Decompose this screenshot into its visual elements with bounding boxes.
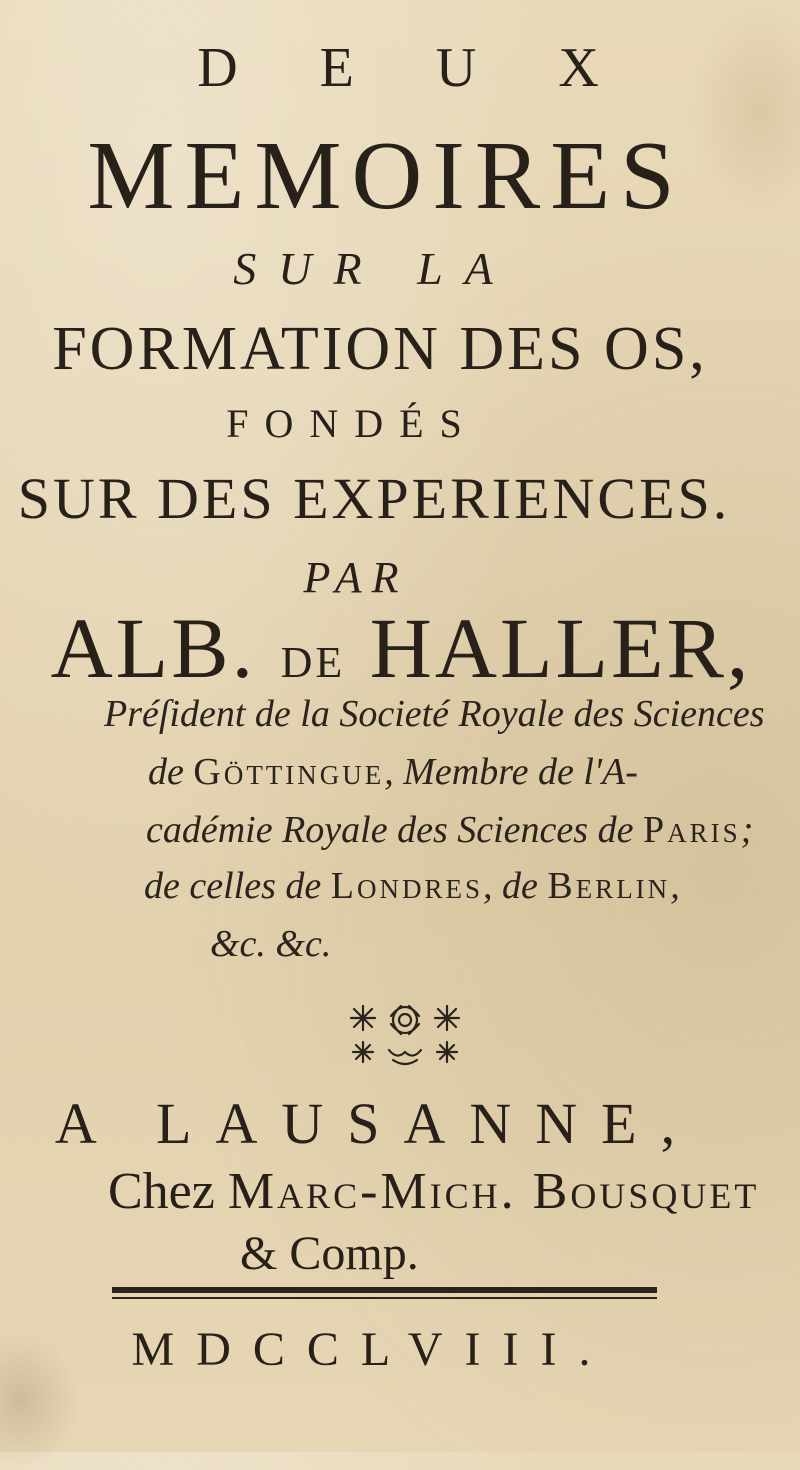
city-berlin: Berlin bbox=[547, 865, 671, 907]
imprint-date: MDCCLVIII. bbox=[131, 1323, 613, 1376]
credentials-etc: &c. &c. bbox=[210, 923, 332, 965]
author-name bbox=[2, 598, 800, 698]
imprint-printer: Marc-Mich. Bousquet bbox=[227, 1163, 760, 1220]
title-deux: D E U X bbox=[197, 37, 633, 99]
imprint-comp: & Comp. bbox=[240, 1227, 419, 1280]
author-last: HALLER, bbox=[369, 600, 752, 696]
credentials-text: cadémie Royale des Sciences de bbox=[146, 809, 643, 851]
credentials-line-3 bbox=[146, 808, 753, 852]
author-first: ALB. bbox=[50, 600, 257, 696]
city-gottingue: Göttingue bbox=[193, 751, 385, 793]
credentials-text: , Membre de l'A- bbox=[384, 751, 638, 793]
floral-ornament-icon bbox=[345, 1000, 465, 1076]
imprint-chez: Chez bbox=[108, 1163, 215, 1220]
credentials-text: ; bbox=[740, 809, 754, 851]
credentials-line-2 bbox=[148, 750, 638, 794]
credentials-text: de celles de bbox=[144, 865, 331, 907]
title-sur-des-experiences: SUR DES EXPERIENCES. bbox=[17, 466, 731, 531]
credentials-line-4 bbox=[144, 864, 680, 908]
imprint-printer-line bbox=[108, 1162, 759, 1221]
city-paris: Paris bbox=[642, 809, 741, 851]
title-sur-la: SUR LA bbox=[233, 243, 515, 294]
credentials-line-1: Préſident de la Societé Royale des Sciences bbox=[104, 693, 765, 735]
credentials-text: de bbox=[148, 751, 194, 793]
double-rule bbox=[112, 1287, 657, 1303]
title-formation: FORMATION DES OS, bbox=[52, 315, 708, 383]
credentials-text: , de bbox=[482, 865, 548, 907]
title-par: PAR bbox=[303, 553, 409, 602]
title-fondes: FONDÉS bbox=[226, 401, 478, 446]
title-memoires: MEMOIRES bbox=[87, 122, 685, 230]
city-londres: Londres bbox=[330, 865, 483, 907]
imprint-place: A LAUSANNE, bbox=[54, 1091, 700, 1156]
author-de: DE bbox=[280, 638, 346, 687]
credentials-text: , bbox=[670, 865, 680, 907]
